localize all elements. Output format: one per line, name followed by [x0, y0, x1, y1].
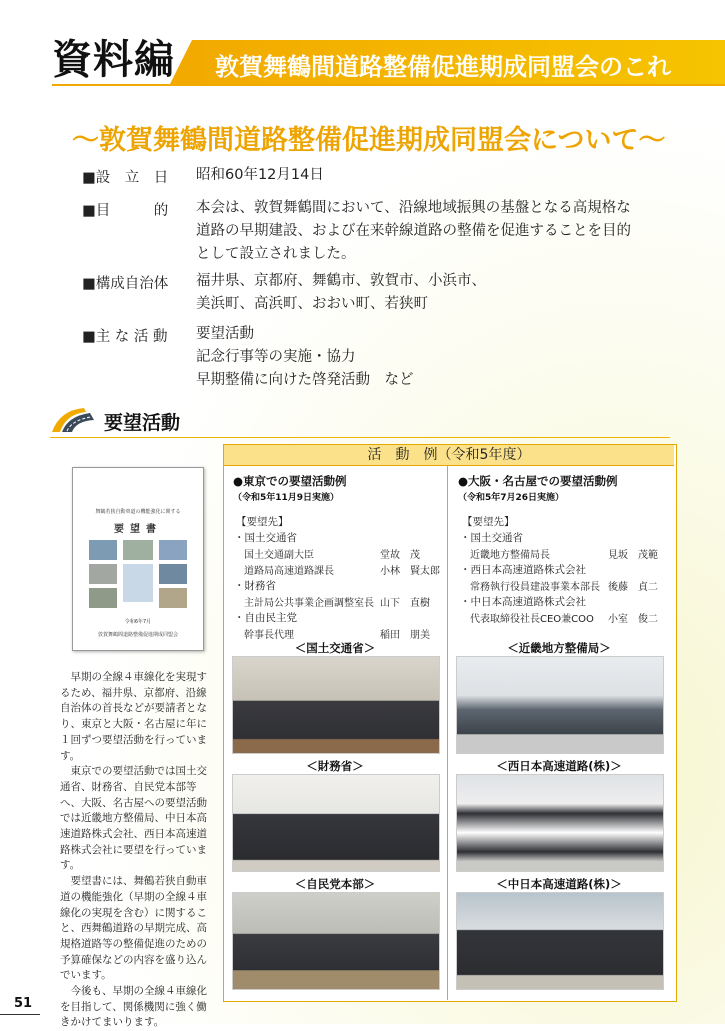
book-header: 舞鶴若狭自動車道の機能強化に関する: [95, 509, 181, 515]
photo-caption: ＜近畿地方整備局＞: [507, 641, 611, 655]
book-photo: [123, 540, 153, 560]
meeting-photo: [456, 774, 664, 872]
osaka-org: ・西日本高速道路株式会社: [460, 564, 586, 576]
activity-box-header: 活 動 例（令和5年度）: [224, 445, 674, 466]
osaka-org: ・中日本高速道路株式会社: [460, 596, 586, 608]
meeting-photo: [232, 774, 440, 872]
book-date: 令和6年7月: [124, 619, 152, 625]
tokyo-role: 道路局高速道路課長: [244, 566, 334, 577]
book-photo: [159, 564, 187, 584]
photo-caption: ＜財務省＞: [306, 759, 364, 773]
info-value-activities: 要望活動 記念行事等の実施・協力 早期整備に向けた啓発活動 など: [196, 326, 414, 388]
book-photo: [89, 564, 117, 584]
info-label-established: ■設 立 日: [82, 170, 169, 186]
tokyo-role: 国土交通副大臣: [244, 550, 314, 561]
osaka-role: 代表取締役社長CEO兼COO: [470, 614, 594, 625]
osaka-role: 近畿地方整備局長: [470, 550, 550, 561]
info-value-members: 福井県、京都府、舞鶴市、敦賀市、小浜市、 美浜町、高浜町、おおい町、若狭町: [196, 273, 486, 312]
info-label-activities: ■主 な 活 動: [82, 329, 168, 345]
column-divider: [447, 466, 448, 1000]
tokyo-role: 主計局公共事業企画調整室長: [244, 598, 374, 609]
osaka-org: ・国土交通省: [460, 532, 523, 544]
info-value-purpose: 本会は、敦賀舞鶴間において、沿線地域振興の基盤となる高規格な 道路の早期建設、および在来幹線道路の整備を促進することを目的 として設立されました。: [196, 200, 631, 262]
tokyo-org: ・財務省: [234, 580, 276, 592]
page-number: 51: [14, 996, 33, 1011]
osaka-person: 見坂 茂範: [608, 550, 658, 561]
book-map: [123, 564, 153, 602]
photo-caption: ＜国土交通省＞: [294, 641, 376, 655]
info-value-established: 昭和60年12月14日: [196, 167, 324, 183]
osaka-person: 小室 俊二: [608, 614, 658, 625]
tokyo-person: 山下 直樹: [380, 598, 430, 609]
book-photo: [89, 588, 117, 608]
photo-caption: ＜自民党本部＞: [294, 877, 376, 891]
osaka-person: 後藤 貞二: [608, 582, 658, 593]
section-heading: 要望活動: [104, 412, 181, 434]
tokyo-req-label: 【要望先】: [236, 516, 289, 528]
meeting-photo: [232, 656, 440, 754]
activity-description: 早期の全線４車線化を実現するため、福井県、京都府、沿線自治体の首長などが要請者となり、東京と大阪・名古屋に年に１回ずつ要望活動を行っています。 東京での要望活動では国土交通省、財務省、自民党本部等へ、大阪、名古屋への要望活動では近畿地方整備局、中日本高速道路株式会社、西日本高速道路株式会社に要望を行っています。 要望書には、舞鶴若狭自動車道の機能強化（早期の全線４車線化の実現を含む）に関すること、西舞鶴道路の早期完成、高規格道路等の整備促進のための予算確保などの内容を盛り込んでいます。 今後も、早期の全線４車線化を目指して、関係機関に強く働きかけてまいります。: [60, 671, 207, 1029]
meeting-photo: [456, 656, 664, 754]
header-divider: [52, 84, 725, 86]
osaka-date: （令和5年7月26日実施）: [458, 493, 565, 503]
book-title: 要望書: [114, 524, 162, 535]
tokyo-person: 稲田 朋美: [380, 630, 430, 641]
meeting-photo: [456, 892, 664, 990]
osaka-req-label: 【要望先】: [462, 516, 515, 528]
tokyo-role: 幹事長代理: [244, 630, 294, 641]
tokyo-person: 小林 賢太郎: [380, 566, 440, 577]
info-label-purpose: ■目 的: [82, 203, 169, 219]
road-icon: [50, 404, 98, 434]
tokyo-date: （令和5年11月9日実施）: [233, 493, 340, 503]
tokyo-title: ●東京での要望活動例: [233, 474, 347, 488]
tokyo-org: ・自由民主党: [234, 612, 297, 624]
osaka-title: ●大阪・名古屋での要望活動例: [458, 474, 618, 488]
meeting-photo: [232, 892, 440, 990]
book-photo: [159, 588, 187, 608]
header-band-title: 敦賀舞鶴間道路整備促進期成同盟会のこれ: [215, 53, 671, 81]
tokyo-person: 堂故 茂: [380, 550, 420, 561]
book-photo: [89, 540, 117, 560]
photo-caption: ＜西日本高速道路(株)＞: [496, 759, 622, 773]
section-divider: [50, 437, 670, 438]
petition-book-cover: [72, 467, 204, 651]
main-heading: ～敦賀舞鶴間道路整備促進期成同盟会について～: [72, 125, 666, 156]
info-label-members: ■構成自治体: [82, 276, 169, 292]
book-photo: [159, 540, 187, 560]
photo-caption: ＜中日本高速道路(株)＞: [496, 877, 622, 891]
tokyo-org: ・国土交通省: [234, 532, 297, 544]
book-footer: 敦賀舞鶴間道路整備促進期成同盟会: [97, 632, 178, 638]
section-title: 資料編: [52, 37, 175, 83]
osaka-role: 常務執行役員建設事業本部長: [470, 582, 600, 593]
page-number-rule: [0, 1014, 40, 1015]
